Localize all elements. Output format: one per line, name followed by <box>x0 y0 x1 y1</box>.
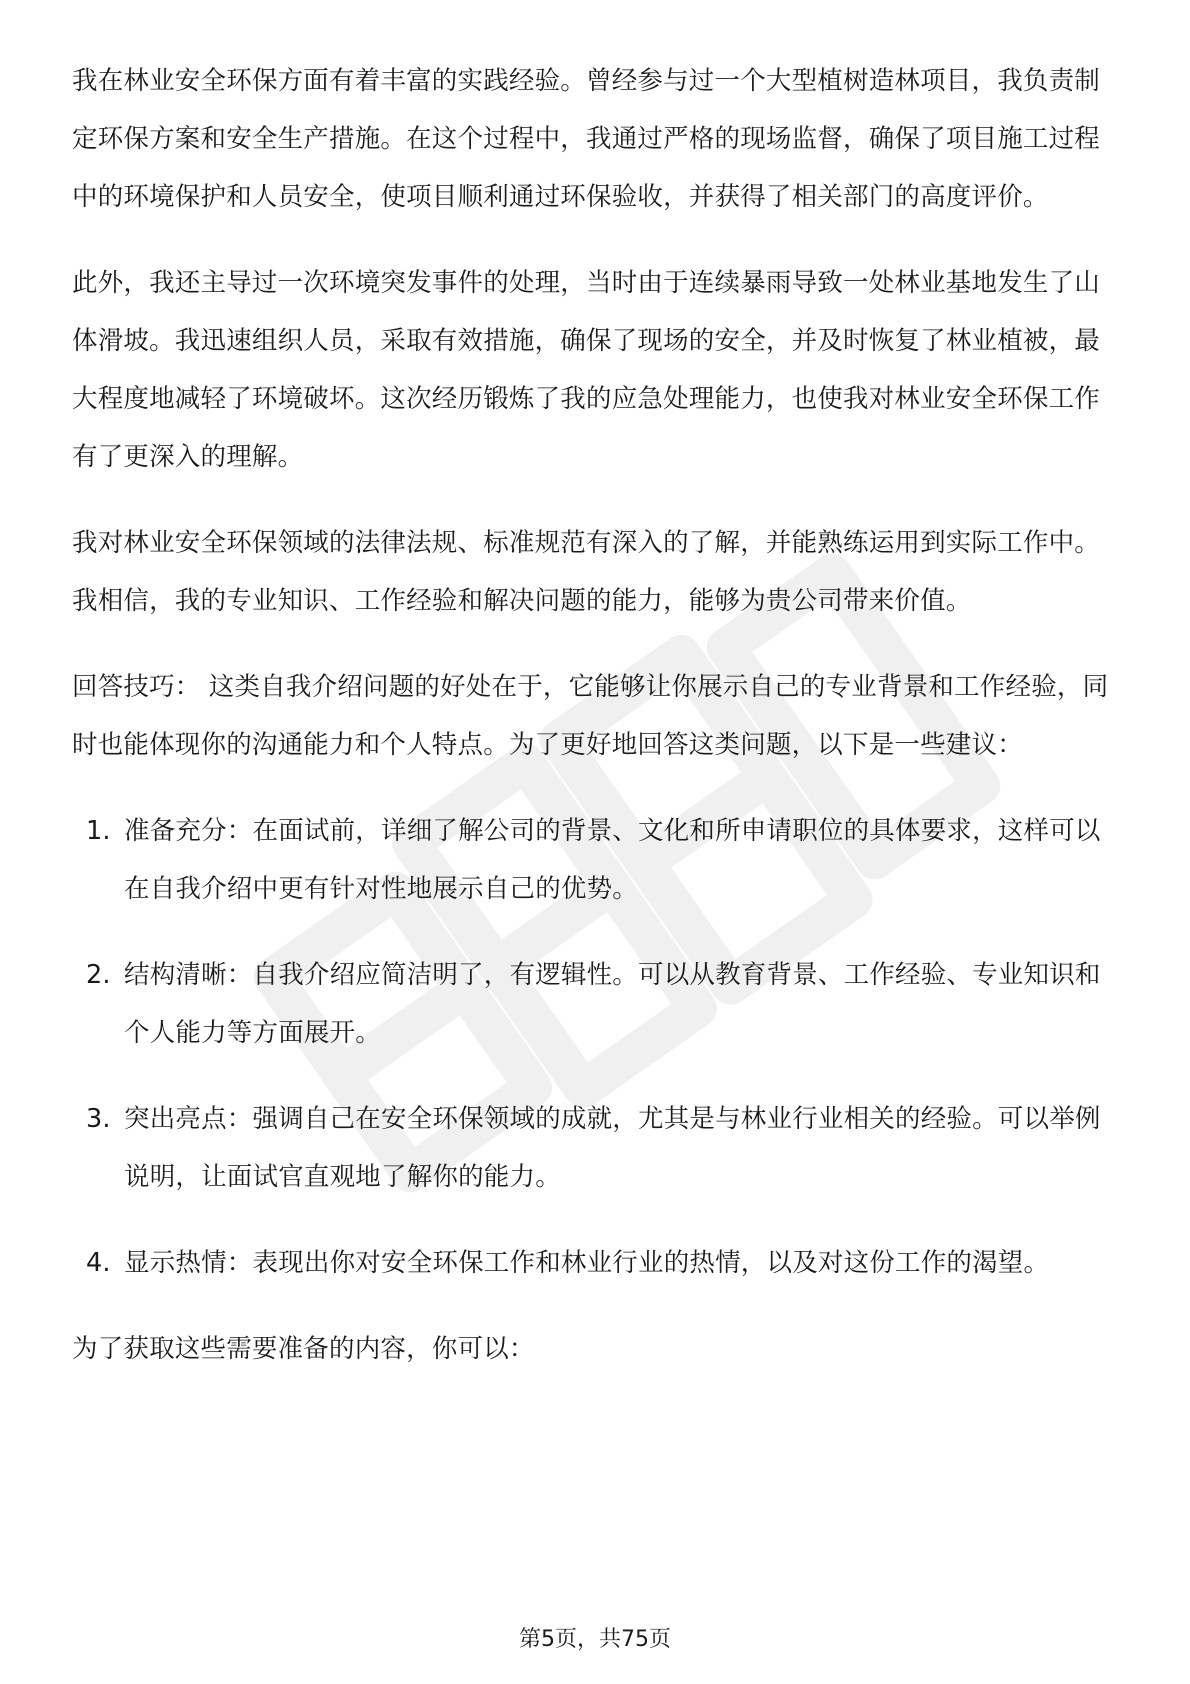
paragraph-experience: 我在林业安全环保方面有着丰富的实践经验。曾经参与过一个大型植树造林项目，我负责制定环保方案和安全生产措施。在这个过程中，我通过严格的现场监督，确保了项目施工过程中的环境保护和人员安全，使项目顺利通过环保验收，并获得了相关部门的高度评价。 <box>72 66 1101 212</box>
tips-list <box>72 802 1122 1292</box>
list-text: 显示热情：表现出你对安全环保工作和林业行业的热情，以及对这份工作的渴望。 <box>124 1248 1050 1278</box>
list-number: 2. <box>86 960 111 990</box>
list-number: 1. <box>86 816 111 846</box>
paragraph-knowledge: 我对林业安全环保领域的法律法规、标准规范有深入的了解，并能熟练运用到实际工作中。我相信，我的专业知识、工作经验和解决问题的能力，能够为贵公司带来价值。 <box>72 528 1101 616</box>
list-text: 突出亮点：强调自己在安全环保领域的成就，尤其是与林业行业相关的经验。可以举例说明，让面试官直观地了解你的能力。 <box>124 1104 1101 1192</box>
document-body <box>72 52 1122 1406</box>
list-number: 3. <box>86 1104 111 1134</box>
paragraph-closing: 为了获取这些需要准备的内容，你可以： <box>72 1334 535 1364</box>
list-item <box>72 1234 1122 1292</box>
list-number: 4. <box>86 1248 111 1278</box>
list-item <box>72 802 1122 918</box>
paragraph-answer-tips: 回答技巧： 这类自我介绍问题的好处在于，它能够让你展示自己的专业背景和工作经验，同时也能体现你的沟通能力和个人特点。为了更好地回答这类问题，以下是一些建议： <box>72 672 1109 760</box>
list-item <box>72 1090 1122 1206</box>
list-text: 准备充分：在面试前，详细了解公司的背景、文化和所申请职位的具体要求，这样可以在自我介绍中更有针对性地展示自己的优势。 <box>124 816 1101 904</box>
page-number-footer: 第5页，共75页 <box>519 1627 671 1652</box>
list-item <box>72 946 1122 1062</box>
paragraph-emergency: 此外，我还主导过一次环境突发事件的处理，当时由于连续暴雨导致一处林业基地发生了山体滑坡。我迅速组织人员，采取有效措施，确保了现场的安全，并及时恢复了林业植被，最大程度地减轻了环境破坏。这次经历锻炼了我的应急处理能力，也使我对林业安全环保工作有了更深入的理解。 <box>72 268 1101 472</box>
list-text: 结构清晰：自我介绍应简洁明了，有逻辑性。可以从教育背景、工作经验、专业知识和个人能力等方面展开。 <box>124 960 1101 1048</box>
